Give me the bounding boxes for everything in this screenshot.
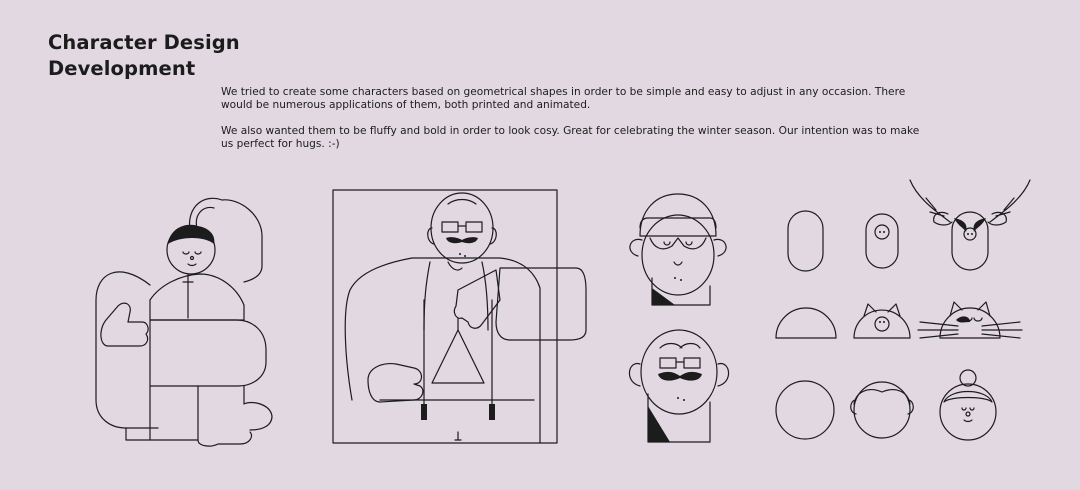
circle-hair-head-illustration <box>851 382 914 438</box>
half-circle-bear-illustration <box>854 304 910 338</box>
half-circle-cat-illustration <box>918 302 1022 338</box>
hugging-woman-illustration <box>96 198 272 446</box>
oval-shape-illustration <box>788 211 823 271</box>
description-paragraph-1: We tried to create some characters based on geometrical shapes in order to be simple and easy to adjust in any occasion. There would be numerous applications of them, both printed and animated. <box>221 86 906 112</box>
circle-shape-illustration <box>776 381 834 439</box>
bald-old-man-head-illustration <box>629 330 728 442</box>
reindeer-head-illustration <box>910 180 1030 270</box>
half-circle-shape-illustration <box>776 308 836 338</box>
title-line-2: Development <box>48 57 196 80</box>
title-line-1: Character Design <box>48 31 240 54</box>
old-man-with-triangle-illustration <box>333 190 586 443</box>
circle-grandma-head-illustration <box>940 370 996 440</box>
small-oval-face-illustration <box>866 214 898 268</box>
man-with-beanie-head-illustration <box>630 194 726 305</box>
description-paragraph-2: We also wanted them to be fluffy and bold in order to look cosy. Great for celebrating the winter season. Our intention was to make us perfect for hugs. :-) <box>221 125 920 151</box>
